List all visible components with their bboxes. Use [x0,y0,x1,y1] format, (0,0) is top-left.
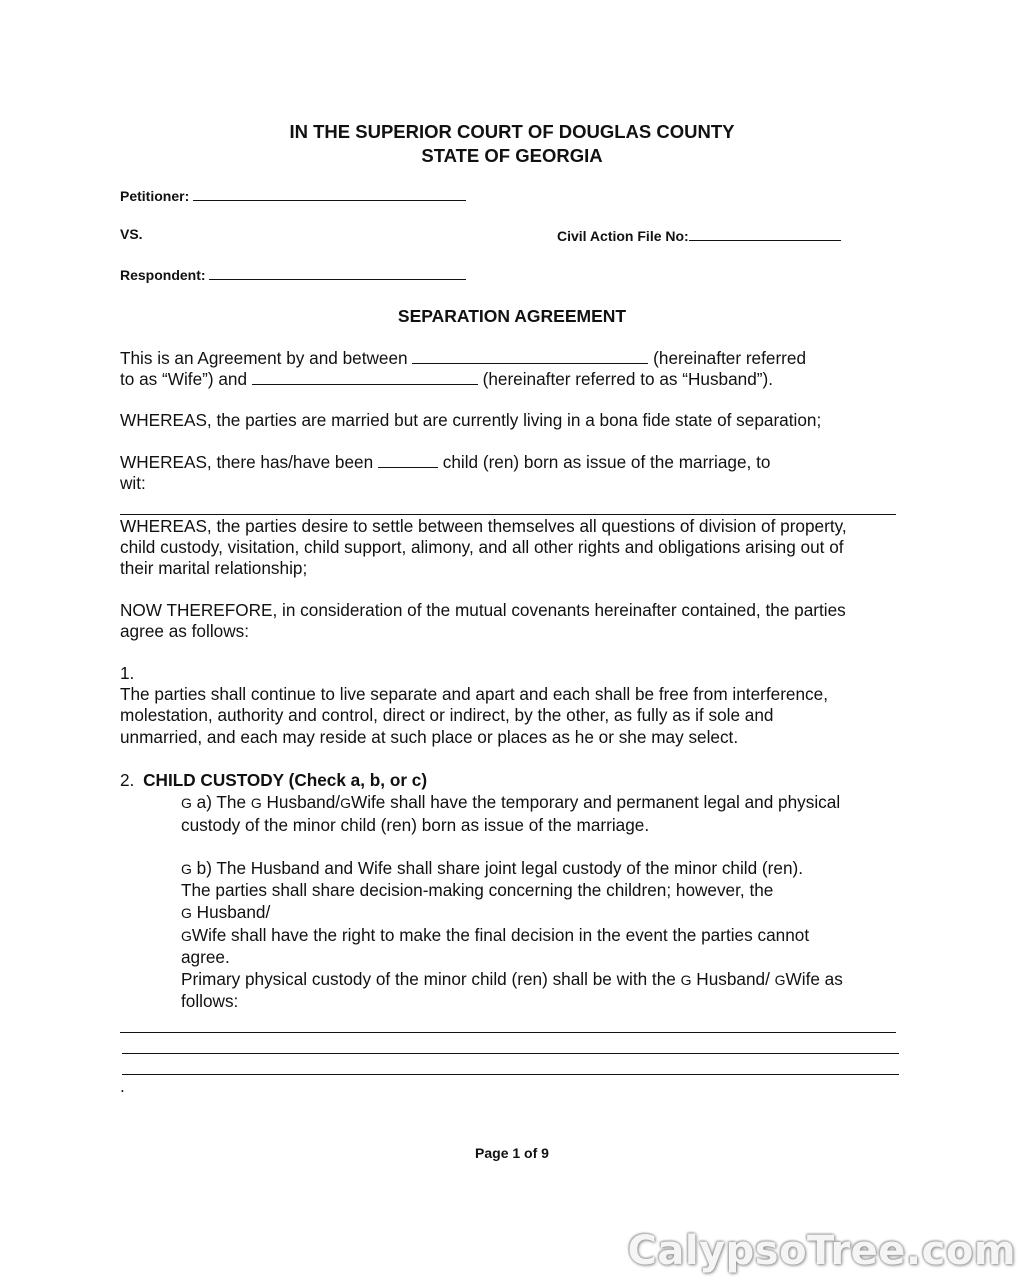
watermark: CalypsoTree.com [627,1228,1016,1274]
wife-name-blank [412,349,648,364]
now-therefore-line-2: agree as follows: [120,621,249,641]
petitioner-label: Petitioner: [120,188,190,204]
option-b-line-6: Primary physical custody of the minor child (ren) shall be with the G Husband/ GWife as [181,969,843,989]
intro-line-1: This is an Agreement by and between (hereinafter referred [120,348,807,368]
petitioner-blank [193,186,466,201]
children-count-blank [378,453,438,468]
intro-line-2: to as “Wife”) and (hereinafter referred to as “Husband”). [120,369,774,389]
option-a-husband-checkbox[interactable]: G [250,795,262,811]
document-title: SEPARATION AGREEMENT [397,306,627,326]
vs-label: VS. [120,226,143,242]
respondent-blank [209,265,466,280]
option-b-line-7: follows: [181,991,239,1011]
civil-action-label: Civil Action File No: [557,228,689,244]
respondent-label: Respondent: [120,267,206,283]
option-a-checkbox[interactable]: G [181,795,192,811]
whereas-children-line-2: wit: [120,473,146,493]
husband-name-blank [252,370,478,385]
custody-details-line-1 [120,1032,896,1033]
section-1-number: 1. [120,663,135,683]
petitioner-field [120,186,466,204]
option-b-checkbox[interactable]: G [181,861,192,877]
section-2-title: CHILD CUSTODY (Check a, b, or c) [143,770,428,790]
option-b-line-1: G b) The Husband and Wife shall share joint legal custody of the minor child (ren). [181,858,804,878]
custody-details-line-3 [122,1074,899,1075]
whereas-separation: WHEREAS, the parties are married but are currently living in a bona fide state of separation; [120,410,822,430]
trailing-period: . [120,1076,125,1096]
option-b-husband-checkbox[interactable]: G [181,905,192,921]
option-b-line-4: GWife shall have the right to make the final decision in the event the parties cannot [181,925,810,945]
whereas-settle-line-3: their marital relationship; [120,558,308,578]
court-heading: IN THE SUPERIOR COURT OF DOUGLAS COUNTY [289,121,735,142]
option-b-wife-checkbox[interactable]: G [181,928,192,944]
option-b-line-3: G Husband/ [181,902,271,922]
children-names-line [120,514,896,515]
respondent-field [120,265,466,283]
option-a-wife-checkbox[interactable]: G [340,795,351,811]
whereas-settle-line-1: WHEREAS, the parties desire to settle between themselves all questions of division of property, [120,516,847,536]
section-2-heading [120,770,427,792]
whereas-settle-line-2: child custody, visitation, child support, alimony, and all other rights and obligations arising out of [120,537,844,557]
state-heading: STATE OF GEORGIA [421,145,603,166]
section-2-number: 2. [120,770,135,790]
section-1-line-2: molestation, authority and control, direct or indirect, by the other, as fully as if sole and [120,705,774,725]
option-b-line-5: agree. [181,947,230,967]
option-b-line-2: The parties shall share decision-making concerning the children; however, the [181,880,774,900]
section-1-line-3: unmarried, and each may reside at such place or places as he or she may select. [120,727,739,747]
now-therefore-line-1: NOW THEREFORE, in consideration of the mutual covenants hereinafter contained, the parties [120,600,846,620]
custody-details-line-2 [122,1053,899,1054]
whereas-children-line-1: WHEREAS, there has/have been child (ren) born as issue of the marriage, to [120,452,771,472]
primary-husband-checkbox[interactable]: G [680,972,692,988]
page-number: Page 1 of 9 [475,1145,549,1161]
primary-wife-checkbox[interactable]: G [774,972,786,988]
civil-action-blank [689,226,841,241]
option-a-line-1: G a) The G Husband/GWife shall have the temporary and permanent legal and physical [181,792,841,812]
civil-action-field [557,226,841,244]
section-1-line-1: The parties shall continue to live separate and apart and each shall be free from interference, [120,684,828,704]
option-a-line-2: custody of the minor child (ren) born as issue of the marriage. [181,815,650,835]
